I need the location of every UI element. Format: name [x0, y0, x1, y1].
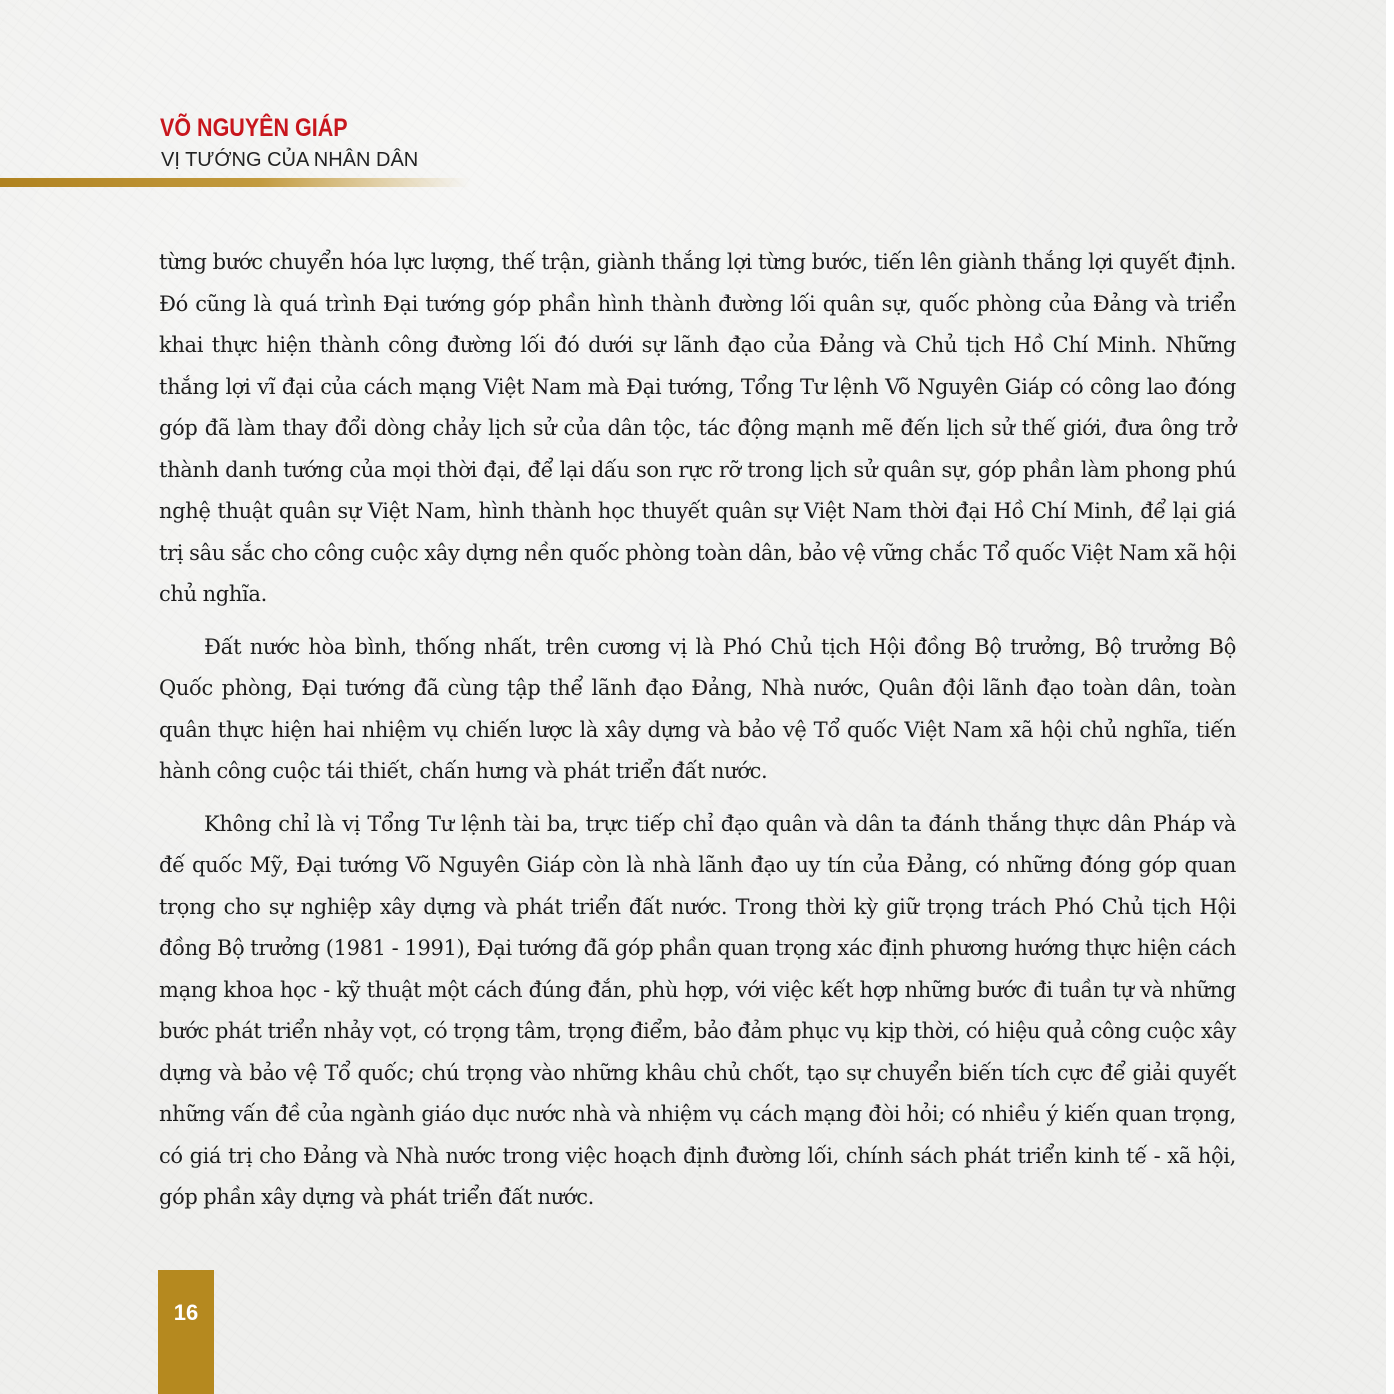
paragraph-2: Đất nước hòa bình, thống nhất, trên cương vị là Phó Chủ tịch Hội đồng Bộ trưởng, Bộ trưởng Bộ Quốc phòng, Đại tướng đã cùng tập thể lãnh đạo Đảng, Nhà nước, Quân đội lãnh đạo toàn dân, toàn quân thực hiện hai nhiệm vụ chiến lược là xây dựng và bảo vệ Tổ quốc Việt Nam xã hội chủ nghĩa, tiến hành công cuộc tái thiết, chấn hưng và phát triển đất nước. — [159, 634, 1236, 783]
header-rule — [0, 178, 470, 187]
running-header-subtitle: VỊ TƯỚNG CỦA NHÂN DÂN — [161, 149, 419, 171]
body-text — [159, 242, 1236, 1230]
page-number: 16 — [173, 1300, 199, 1325]
running-header-title: VÕ NGUYÊN GIÁP — [160, 114, 348, 142]
page-edge — [1386, 0, 1394, 1394]
paragraph-3: Không chỉ là vị Tổng Tư lệnh tài ba, trực tiếp chỉ đạo quân và dân ta đánh thắng thực dân Pháp và đế quốc Mỹ, Đại tướng Võ Nguyên Giáp còn là nhà lãnh đạo uy tín của Đảng, có những đóng góp quan trọng cho sự nghiệp xây dựng và phát triển đất nước. Trong thời kỳ giữ trọng trách Phó Chủ tịch Hội đồng Bộ trưởng (1981 - 1991), Đại tướng đã góp phần quan trọng xác định phương hướng thực hiện cách mạng khoa học - kỹ thuật một cách đúng đắn, phù hợp, với việc kết hợp những bước đi tuần tự và những bước phát triển nhảy vọt, có trọng tâm, trọng điểm, bảo đảm phục vụ kịp thời, có hiệu quả công cuộc xây dựng và bảo vệ Tổ quốc; chú trọng vào những khâu chủ chốt, tạo sự chuyển biến tích cực để giải quyết những vấn đề của ngành giáo dục nước nhà và nhiệm vụ cách mạng đòi hỏi; có nhiều ý kiến quan trọng, có giá trị cho Đảng và Nhà nước trong việc hoạch định đường lối, chính sách phát triển kinh tế - xã hội, góp phần xây dựng và phát triển đất nước. — [159, 811, 1236, 1209]
page-number-tab — [158, 1270, 214, 1394]
paragraph-1: từng bước chuyển hóa lực lượng, thế trận, giành thắng lợi từng bước, tiến lên giành thắng lợi quyết định. Đó cũng là quá trình Đại tướng góp phần hình thành đường lối quân sự, quốc phòng của Đảng và triển khai thực hiện thành công đường lối đó dưới sự lãnh đạo của Đảng và Chủ tịch Hồ Chí Minh. Những thắng lợi vĩ đại của cách mạng Việt Nam mà Đại tướng, Tổng Tư lệnh Võ Nguyên Giáp có công lao đóng góp đã làm thay đổi dòng chảy lịch sử của dân tộc, tác động mạnh mẽ đến lịch sử thế giới, đưa ông trở thành danh tướng của mọi thời đại, để lại dấu son rực rỡ trong lịch sử quân sự, góp phần làm phong phú nghệ thuật quân sự Việt Nam, hình thành học thuyết quân sự Việt Nam thời đại Hồ Chí Minh, để lại giá trị sâu sắc cho công cuộc xây dựng nền quốc phòng toàn dân, bảo vệ vững chắc Tổ quốc Việt Nam xã hội chủ nghĩa. — [159, 250, 1236, 606]
